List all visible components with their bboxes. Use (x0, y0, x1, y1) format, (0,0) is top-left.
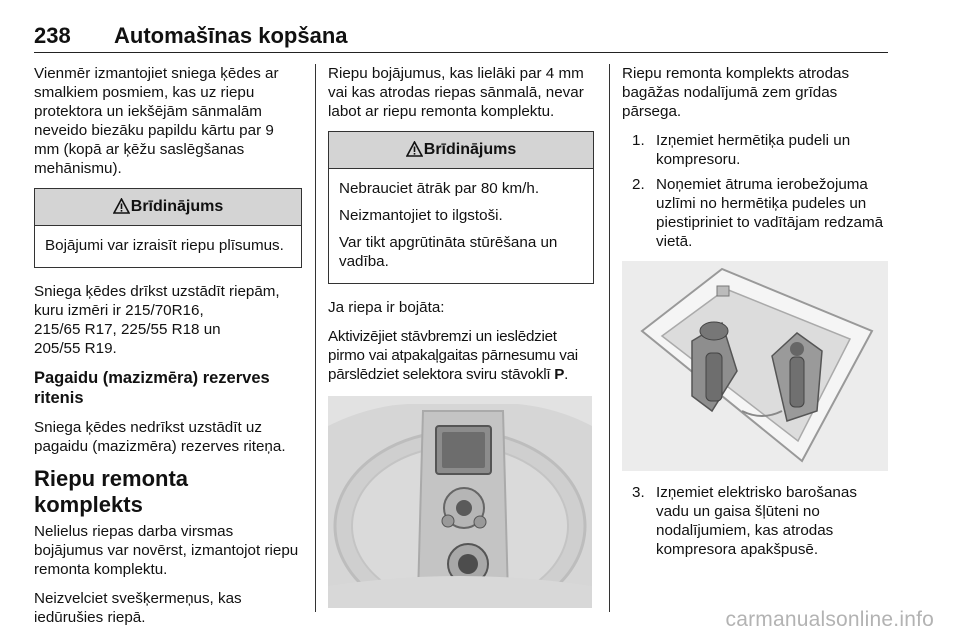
list-item: 1. Izņemiet hermētiķa pudeli un kompresoru. (632, 132, 851, 168)
warning-triangle-icon (406, 141, 423, 157)
warning-header (329, 132, 593, 169)
column-2 (328, 64, 594, 608)
column-1 (34, 64, 302, 637)
warning-title: Brīdinājums (130, 198, 224, 215)
warning-triangle-icon (113, 198, 130, 214)
paragraph: Vienmēr izmantojiet sniega ķēdes ar smalkiem posmiem, kas uz riepu protektora un iekšējām sānmalām neveido biezāku papildu kārtu par 9 mm (kopā ar ķēžu saslēgšanas mehānismu). (34, 65, 279, 177)
column-divider-2 (609, 64, 610, 612)
watermark: carmanualsonline.info (725, 608, 934, 631)
warning-title: Brīdinājums (423, 141, 517, 158)
warning-box (328, 131, 594, 284)
list-item: 3. Izņemiet elektrisko barošanas vadu un gaisa šļūteni no nodalījumiem, kas atrodas kompresora apakšpusē. (632, 484, 857, 558)
warning-line: Neizmantojiet to ilgstoši. (339, 207, 503, 224)
repair-kit-illustration (622, 261, 888, 471)
paragraph: Ja riepa ir bojāta: (328, 299, 445, 316)
sealant-compressor-image (622, 261, 888, 471)
paragraph: Riepu bojājumus, kas lielāki par 4 mm vai kas atrodas riepas sānmalā, nevar labot ar riepu remonta komplektu. (328, 65, 584, 120)
warning-box (34, 188, 302, 268)
warning-line: Nebrauciet ātrāk par 80 km/h. (339, 180, 540, 197)
steps-list (622, 483, 888, 559)
warning-header (35, 189, 301, 226)
gear-letter: P (554, 366, 565, 383)
column-3 (622, 64, 888, 565)
paragraph: Sniega ķēdes drīkst uzstādīt riepām, kuru izmēri ir 215/70R16, 215/65 R17, 225/55 R18 un 205/55 R19. (34, 283, 280, 357)
paragraph: Riepu remonta komplekts atrodas bagāžas nodalījumā zem grīdas pārsega. (622, 65, 850, 120)
paragraph: Aktivizējiet stāvbremzi un ieslēdziet pirmo vai atpakaļgaitas pārnesumu vai pārslēdziet selektora sviru stāvoklī P. (328, 328, 578, 383)
warning-line: Var tikt apgrūtināta stūrēšana un vadība. (339, 234, 558, 270)
paragraph: Nelielus riepas darba virsmas bojājumus var novērst, izmantojot riepu remonta komplektu. (34, 523, 299, 578)
spare-wheel-well-image (328, 396, 592, 608)
page-title: Automašīnas kopšana (114, 23, 348, 48)
paragraph: Neizvelciet svešķermeņus, kas iedūrušies riepā. (34, 590, 242, 626)
steps-list (622, 131, 888, 251)
section-heading: Riepu remonta komplekts (34, 466, 189, 517)
trunk-floor-illustration (328, 396, 592, 608)
paragraph: Sniega ķēdes nedrīkst uzstādīt uz pagaidu (mazizmēra) rezerves riteņa. (34, 419, 286, 455)
warning-text: Bojājumi var izraisīt riepu plīsumus. (45, 237, 284, 254)
list-item: 2. Noņemiet ātruma ierobežojuma uzlīmi no hermētiķa pudeles un piestipriniet to vadītājam redzamā vietā. (632, 176, 884, 250)
column-divider-1 (315, 64, 316, 612)
page-number: 238 (34, 23, 71, 48)
header-rule (34, 52, 888, 53)
subheading: Pagaidu (mazizmēra) rezerves ritenis (34, 369, 270, 407)
